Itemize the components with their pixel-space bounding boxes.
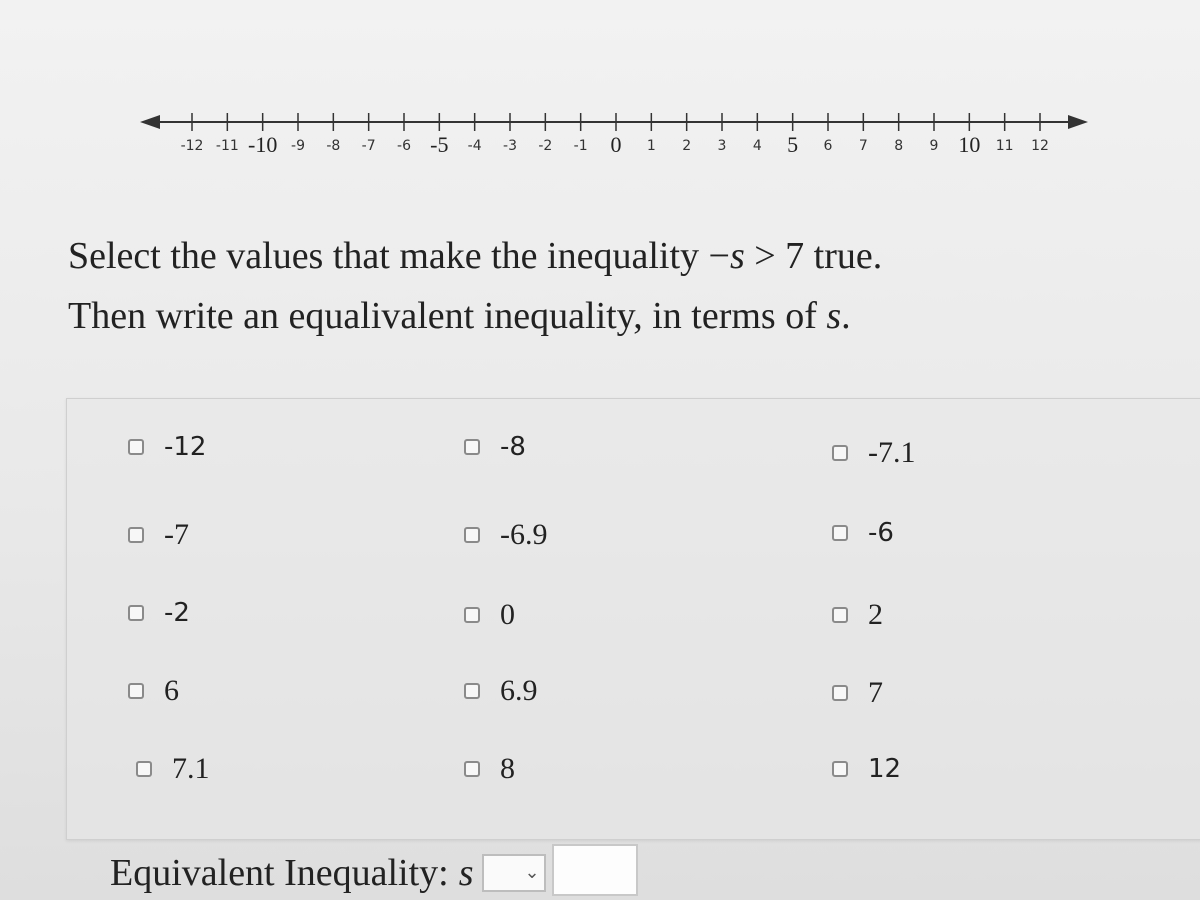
option-label: 6: [164, 674, 179, 707]
number-line-small-label: 4: [752, 138, 762, 154]
option-label: 8: [500, 752, 515, 785]
checkbox-icon[interactable]: [832, 761, 848, 777]
option-checkbox[interactable]: [464, 674, 538, 708]
left-arrow-icon: [140, 115, 160, 129]
number-line-major-label: 5: [787, 132, 799, 157]
option-label: -12: [164, 432, 207, 462]
checkbox-icon[interactable]: [464, 527, 480, 543]
option-checkbox[interactable]: [464, 432, 526, 462]
option-checkbox[interactable]: [832, 518, 894, 548]
option-checkbox[interactable]: [136, 752, 210, 786]
option-label: 7: [868, 676, 883, 709]
option-checkbox[interactable]: [128, 674, 179, 708]
checkbox-icon[interactable]: [464, 439, 480, 455]
number-line-small-label: 6: [823, 138, 833, 154]
checkbox-icon[interactable]: [832, 445, 848, 461]
negation-sign: −: [708, 235, 730, 277]
equivalent-inequality-row: [110, 850, 638, 896]
checkbox-icon[interactable]: [832, 525, 848, 541]
option-label: 12: [868, 754, 902, 784]
prompt-text: .: [841, 295, 851, 337]
option-label: -6.9: [500, 518, 548, 551]
number-line: [0, 0, 1200, 180]
option-label: -6: [868, 518, 894, 548]
option-checkbox[interactable]: [832, 436, 916, 470]
number-line-small-label: 9: [929, 138, 939, 154]
option-checkbox[interactable]: [128, 432, 206, 462]
prompt-text: Then write an equalivalent inequality, in terms of: [68, 295, 827, 337]
number-line-small-label: -6: [397, 138, 411, 154]
number-line-small-label: -11: [215, 138, 239, 154]
inequality-value-input[interactable]: [552, 844, 638, 896]
checkbox-icon[interactable]: [128, 527, 144, 543]
number-line-small-label: 12: [1031, 138, 1049, 154]
checkbox-icon[interactable]: [464, 761, 480, 777]
number-line-major-label: 0: [610, 132, 622, 157]
option-checkbox[interactable]: [464, 598, 515, 632]
number-line-small-label: -8: [326, 138, 341, 154]
option-checkbox[interactable]: [464, 518, 548, 552]
option-checkbox[interactable]: [832, 676, 883, 710]
number-line-small-label: 2: [682, 138, 692, 154]
number-line-small-label: 7: [858, 138, 868, 154]
number-line-small-label: 8: [894, 138, 904, 154]
checkbox-icon[interactable]: [464, 683, 480, 699]
option-label: 2: [868, 598, 883, 631]
variable-s: s: [458, 852, 474, 894]
chevron-down-icon[interactable]: ⌄: [524, 862, 540, 883]
checkbox-icon[interactable]: [464, 607, 480, 623]
number-line-major-label: -10: [248, 132, 278, 157]
option-checkbox[interactable]: [128, 518, 189, 552]
variable-s: s: [826, 295, 842, 337]
option-label: 7.1: [172, 752, 210, 785]
checkbox-icon[interactable]: [128, 683, 144, 699]
option-label: 6.9: [500, 674, 538, 707]
option-label: -2: [164, 598, 190, 628]
number-line-small-label: 3: [717, 138, 727, 154]
option-checkbox[interactable]: [464, 752, 515, 786]
number-line-small-label: -7: [361, 138, 376, 154]
options-panel: [66, 398, 1200, 840]
number-line-small-label: -4: [467, 138, 482, 154]
option-checkbox[interactable]: [832, 754, 901, 784]
option-checkbox[interactable]: [832, 598, 883, 632]
prompt-text: > 7 true.: [744, 235, 883, 277]
checkbox-icon[interactable]: [832, 607, 848, 623]
variable-s: s: [729, 235, 745, 277]
equivalent-inequality-label: Equivalent Inequality:: [110, 852, 449, 894]
checkbox-icon[interactable]: [136, 761, 152, 777]
option-label: -7: [164, 518, 189, 551]
number-line-small-label: -12: [180, 138, 204, 154]
option-label: -8: [500, 432, 526, 462]
option-label: -7.1: [868, 436, 916, 469]
number-line-small-label: 1: [646, 138, 656, 154]
number-line-small-label: -9: [291, 138, 305, 154]
prompt-line-1: [68, 234, 882, 278]
number-line-small-label: -3: [503, 138, 517, 154]
checkbox-icon[interactable]: [832, 685, 848, 701]
checkbox-icon[interactable]: [128, 439, 144, 455]
number-line-major-label: 10: [958, 132, 981, 157]
checkbox-icon[interactable]: [128, 605, 144, 621]
prompt-text: Select the values that make the inequality: [68, 235, 709, 277]
number-line-small-label: 11: [995, 138, 1014, 154]
inequality-operator-select[interactable]: [482, 854, 546, 892]
prompt-line-2: [68, 294, 851, 338]
number-line-small-label: -2: [538, 138, 553, 154]
right-arrow-icon: [1068, 115, 1088, 129]
option-checkbox[interactable]: [128, 598, 190, 628]
number-line-small-label: -1: [573, 138, 588, 154]
option-label: 0: [500, 598, 515, 631]
number-line-major-label: -5: [430, 132, 449, 157]
